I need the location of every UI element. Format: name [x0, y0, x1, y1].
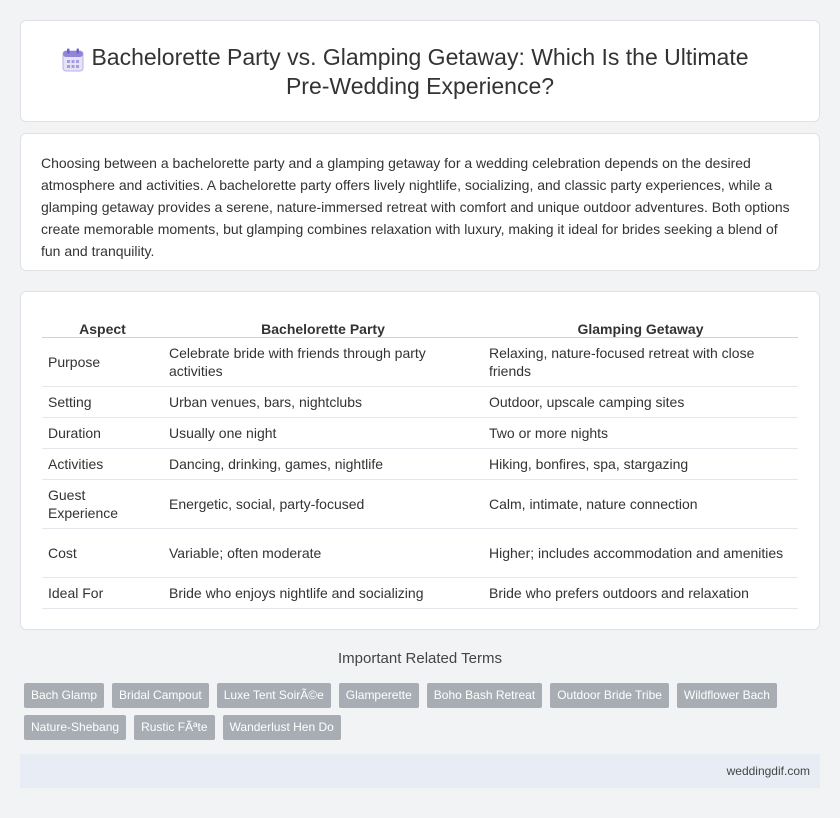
- table-row: [42, 529, 798, 578]
- header-glamping: Glamping Getaway: [483, 314, 798, 338]
- tag-link[interactable]: Glamperette: [339, 683, 419, 708]
- tag-link[interactable]: Luxe Tent SoirÃ©e: [217, 683, 331, 708]
- header-aspect: Aspect: [42, 314, 163, 338]
- row-bachelorette: Celebrate bride with friends through party activities: [163, 338, 483, 387]
- table-row: [42, 338, 798, 387]
- tag-link[interactable]: Boho Bash Retreat: [427, 683, 542, 708]
- row-aspect: Duration: [42, 418, 163, 449]
- row-aspect: Cost: [42, 529, 163, 578]
- row-aspect: Guest Experience: [42, 480, 163, 529]
- row-glamping: Two or more nights: [483, 418, 798, 449]
- table-header-row: [42, 314, 798, 338]
- tag-row-2: [24, 715, 824, 740]
- tag-link[interactable]: Wildflower Bach: [677, 683, 777, 708]
- row-aspect: Ideal For: [42, 578, 163, 609]
- table-row: [42, 449, 798, 480]
- row-bachelorette: Usually one night: [163, 418, 483, 449]
- row-bachelorette: Variable; often moderate: [163, 529, 483, 578]
- related-tags: [24, 683, 824, 747]
- page-title-line2: Pre-Wedding Experience?: [285, 73, 555, 99]
- intro-text: Choosing between a bachelorette party and a glamping getaway for a wedding celebration depends on the desired atmosphere and activities. A bachelorette party offers lively nightlife, socializing, and classic party experiences, while a glamping getaway provides a serene, nature-immersed retreat with comfort and unique outdoor adventures. Both options create memorable moments, but glamping combines relaxation with luxury, making it ideal for brides seeking a blend of fun and tranquility.: [41, 155, 790, 259]
- header-card: [20, 20, 820, 122]
- footer: [20, 754, 820, 788]
- row-aspect: Activities: [42, 449, 163, 480]
- tag-link[interactable]: Bach Glamp: [24, 683, 104, 708]
- table-row: [42, 387, 798, 418]
- tag-link[interactable]: Rustic FÃªte: [134, 715, 214, 740]
- table-row: [42, 578, 798, 609]
- tag-link[interactable]: Outdoor Bride Tribe: [550, 683, 669, 708]
- row-glamping: Outdoor, upscale camping sites: [483, 387, 798, 418]
- table-row: [42, 418, 798, 449]
- row-glamping: Relaxing, nature-focused retreat with close friends: [483, 338, 798, 387]
- footer-site: weddingdif.com: [726, 764, 810, 778]
- page-title-line1: Bachelorette Party vs. Glamping Getaway: Which Is the Ultimate: [91, 44, 749, 70]
- row-aspect: Setting: [42, 387, 163, 418]
- row-glamping: Higher; includes accommodation and amenities: [483, 529, 798, 578]
- row-aspect: Purpose: [42, 338, 163, 387]
- tag-link[interactable]: Wanderlust Hen Do: [223, 715, 341, 740]
- comparison-table: [42, 314, 798, 609]
- table-row: [42, 480, 798, 529]
- row-glamping: Hiking, bonfires, spa, stargazing: [483, 449, 798, 480]
- row-glamping: Calm, intimate, nature connection: [483, 480, 798, 529]
- tag-row-1: [24, 683, 824, 708]
- row-bachelorette: Dancing, drinking, games, nightlife: [163, 449, 483, 480]
- intro-card: [20, 133, 820, 271]
- tag-link[interactable]: Bridal Campout: [112, 683, 209, 708]
- comparison-card: [20, 291, 820, 630]
- page-title: [21, 43, 819, 101]
- row-bachelorette: Energetic, social, party-focused: [163, 480, 483, 529]
- row-glamping: Bride who prefers outdoors and relaxation: [483, 578, 798, 609]
- related-terms-title: Important Related Terms: [338, 650, 502, 667]
- row-bachelorette: Bride who enjoys nightlife and socializing: [163, 578, 483, 609]
- tag-link[interactable]: Nature-Shebang: [24, 715, 126, 740]
- row-bachelorette: Urban venues, bars, nightclubs: [163, 387, 483, 418]
- header-bachelorette: Bachelorette Party: [163, 314, 483, 338]
